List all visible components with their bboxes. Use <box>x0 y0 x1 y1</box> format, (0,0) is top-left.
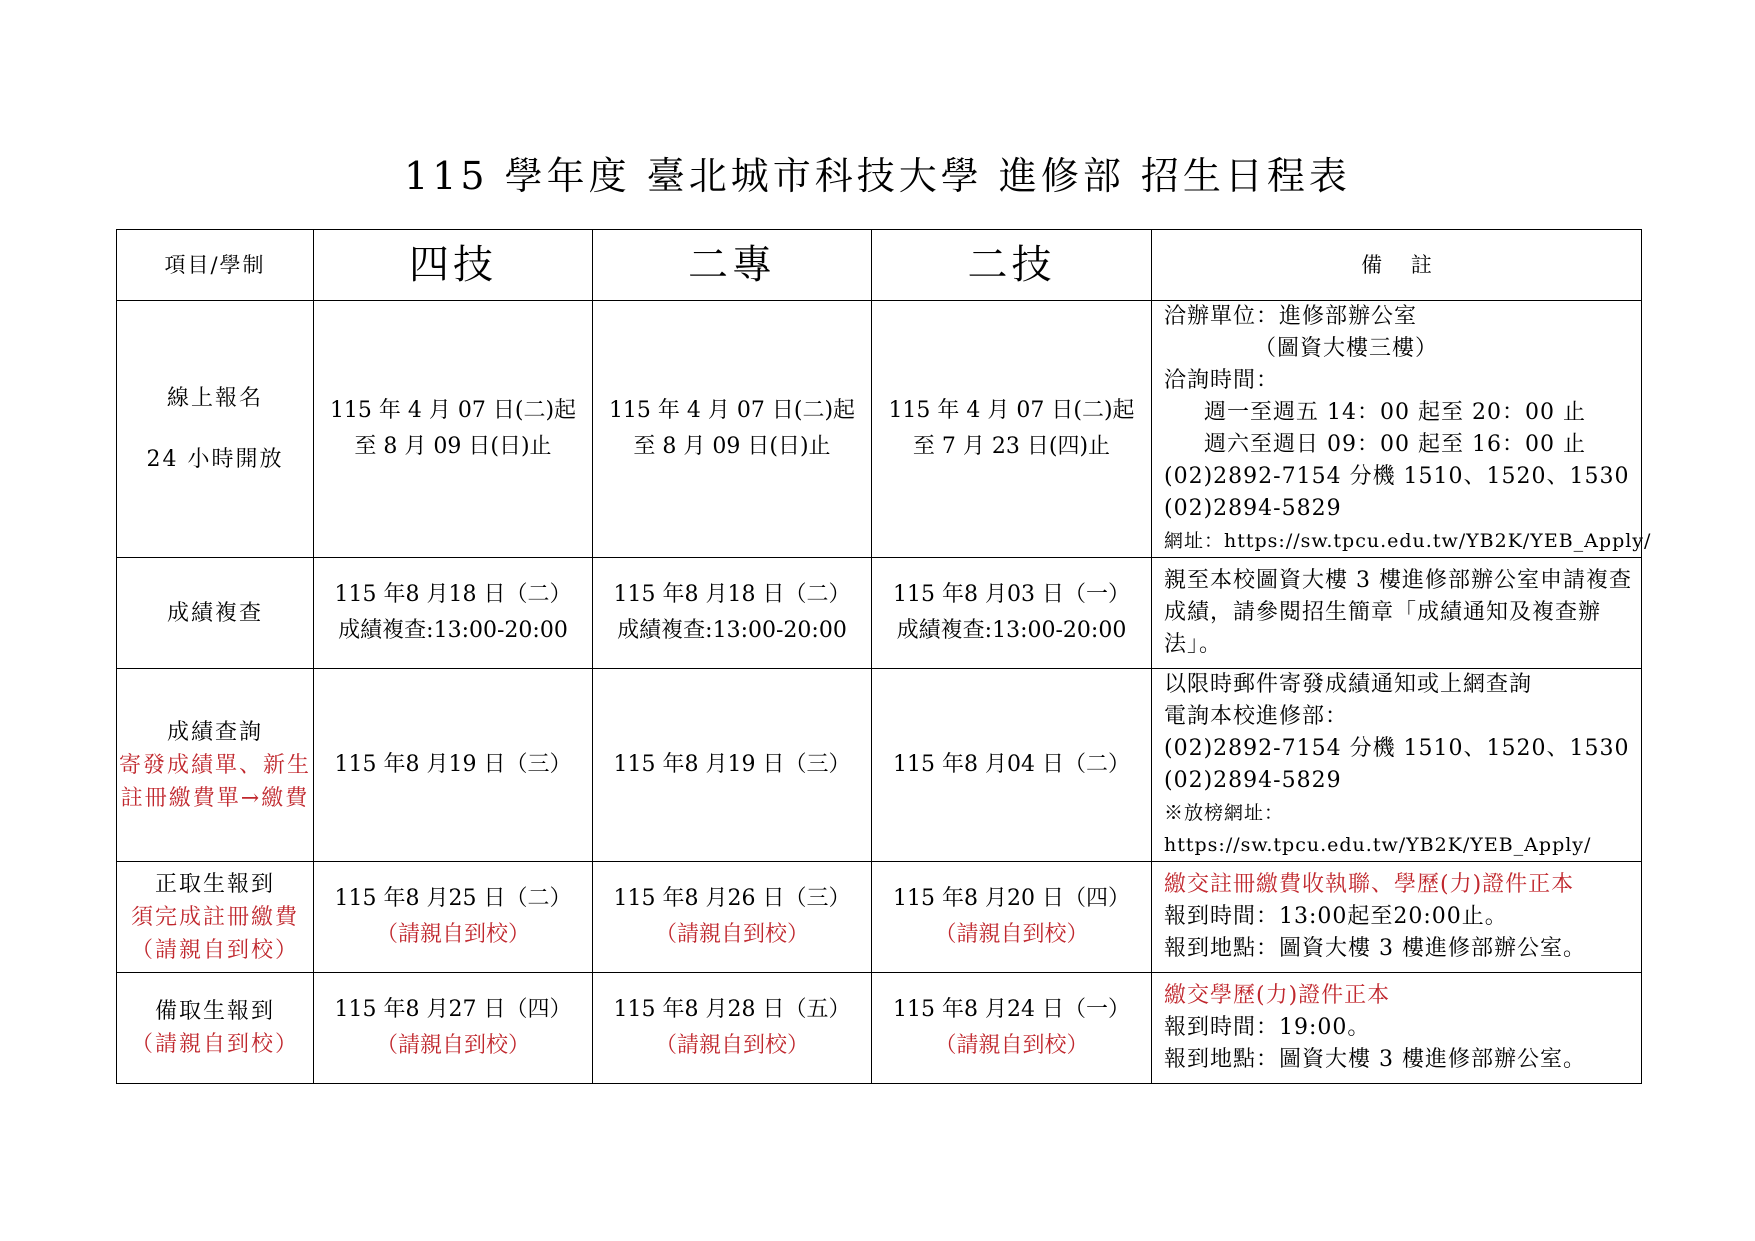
date-end: 至 8 月 09 日(日)止 <box>354 434 552 459</box>
date-two-year-college <box>593 862 872 973</box>
in-person-note: （請親自到校） <box>934 922 1089 947</box>
date: 115 年8 月20 日（四） <box>893 886 1130 911</box>
item-sub-label: 24 小時開放 <box>146 447 284 472</box>
remark-line: 報到時間：13:00起至20:00止。 <box>1164 904 1508 929</box>
item-highlight: （請親自到校） <box>130 1032 299 1057</box>
remark-line: （圖資大樓三樓） <box>1254 336 1439 361</box>
remark-score-query <box>1152 669 1642 862</box>
date-four-year: 115 年8 月19 日（三） <box>314 669 593 862</box>
header-two-year-tech: 二技 <box>872 230 1152 301</box>
date: 115 年8 月18 日（二） <box>613 582 851 607</box>
time: 成績複查:13:00-20:00 <box>338 618 568 643</box>
in-person-note: （請親自到校） <box>375 1033 530 1058</box>
remark-url[interactable]: 網址：https://sw.tpcu.edu.tw/YB2K/YEB_Apply/ <box>1164 530 1652 552</box>
date-start: 115 年 4 月 07 日(二)起 <box>888 398 1135 423</box>
remark-line: 週六至週日 09：00 起至 16：00 止 <box>1204 432 1586 457</box>
item-highlight: 須完成註冊繳費 <box>130 904 299 930</box>
table-row-online-registration <box>117 301 1642 558</box>
table-row-score-query <box>117 669 1642 862</box>
date: 115 年8 月24 日（一） <box>893 997 1130 1022</box>
remark-online-registration <box>1152 301 1652 558</box>
header-item: 項目/學制 <box>117 230 314 301</box>
item-label: 線上報名 <box>166 386 263 411</box>
item-label: 正取生報到 <box>154 871 275 897</box>
in-person-note: （請親自到校） <box>654 922 809 947</box>
remark-line: 電詢本校進修部： <box>1164 704 1349 729</box>
remark-line: 報到時間：19:00。 <box>1164 1015 1371 1040</box>
remark-score-review <box>1152 558 1642 669</box>
header-four-year: 四技 <box>314 230 593 301</box>
table-row-score-review <box>117 558 1642 669</box>
date-four-year <box>314 973 593 1084</box>
remark-text: 親至本校圖資大樓 3 樓進修部辦公室申請複查成績，請參閱招生簡章「成績通知及複查辦法」。 <box>1164 568 1632 657</box>
remark-line: 報到地點：圖資大樓 3 樓進修部辦公室。 <box>1164 1047 1586 1072</box>
date-two-year-college <box>593 973 872 1084</box>
date-start: 115 年 4 月 07 日(二)起 <box>329 398 577 423</box>
remark-line: 報到地點：圖資大樓 3 樓進修部辦公室。 <box>1164 936 1586 961</box>
remark-line: (02)2894-5829 <box>1164 496 1342 521</box>
time: 成績複查:13:00-20:00 <box>617 618 847 643</box>
remark-line: (02)2892-7154 分機 1510、1520、1530 <box>1164 464 1630 489</box>
header-two-year-college: 二專 <box>593 230 872 301</box>
item-highlight: （請親自到校） <box>130 937 299 963</box>
date-two-year-tech <box>872 862 1152 973</box>
table-row-regular-admission <box>117 862 1642 973</box>
remark-line: 以限時郵件寄發成績通知或上網查詢 <box>1164 672 1533 697</box>
item-regular-admission <box>117 862 314 973</box>
date: 115 年8 月03 日（一） <box>893 582 1130 607</box>
remark-line: 週一至週五 14：00 起至 20：00 止 <box>1204 400 1586 425</box>
item-label: 備取生報到 <box>154 999 275 1024</box>
item-score-query <box>117 669 314 862</box>
remark-url[interactable]: https://sw.tpcu.edu.tw/YB2K/YEB_Apply/ <box>1164 834 1592 856</box>
table-row-waitlist-admission <box>117 973 1642 1084</box>
remark-line: (02)2892-7154 分機 1510、1520、1530 <box>1164 736 1630 761</box>
remark-line: (02)2894-5829 <box>1164 768 1342 793</box>
date-two-year-college <box>593 558 872 669</box>
remark-line: 洽辦單位：進修部辦公室 <box>1164 304 1418 329</box>
date-two-year-tech <box>872 301 1152 558</box>
date-two-year-tech <box>872 558 1152 669</box>
date-two-year-tech: 115 年8 月04 日（二） <box>872 669 1152 862</box>
date: 115 年8 月25 日（二） <box>334 886 572 911</box>
in-person-note: （請親自到校） <box>375 922 530 947</box>
date-two-year-tech <box>872 973 1152 1084</box>
page-title: 115 學年度 臺北城市科技大學 進修部 招生日程表 <box>404 154 1351 198</box>
date: 115 年8 月18 日（二） <box>334 582 572 607</box>
date-two-year-college <box>593 301 872 558</box>
time: 成績複查:13:00-20:00 <box>896 618 1127 643</box>
schedule-table <box>116 229 1652 1084</box>
header-row <box>117 230 1642 301</box>
item-waitlist-admission <box>117 973 314 1084</box>
date-four-year <box>314 558 593 669</box>
header-note: 備 註 <box>1152 230 1642 301</box>
remark-regular-admission <box>1152 862 1642 973</box>
date: 115 年8 月27 日（四） <box>334 997 572 1022</box>
spacer <box>117 415 313 443</box>
date-end: 至 8 月 09 日(日)止 <box>633 434 831 459</box>
item-highlight: 寄發成績單、新生 <box>118 752 311 778</box>
remark-highlight: 繳交學歷(力)證件正本 <box>1164 983 1391 1008</box>
date-four-year <box>314 862 593 973</box>
remark-line: ※放榜網址： <box>1164 802 1285 824</box>
item-label: 成績查詢 <box>166 719 263 745</box>
remark-line: 洽詢時間： <box>1164 368 1280 393</box>
in-person-note: （請親自到校） <box>654 1033 809 1058</box>
remark-waitlist-admission <box>1152 973 1642 1084</box>
date-four-year <box>314 301 593 558</box>
item-online-registration <box>117 301 314 558</box>
item-highlight: 註冊繳費單→繳費 <box>120 785 310 811</box>
date: 115 年8 月26 日（三） <box>613 886 851 911</box>
date: 115 年8 月28 日（五） <box>613 997 851 1022</box>
item-score-review: 成績複查 <box>117 558 314 669</box>
date-two-year-college: 115 年8 月19 日（三） <box>593 669 872 862</box>
in-person-note: （請親自到校） <box>934 1033 1089 1058</box>
date-end: 至 7 月 23 日(四)止 <box>912 434 1111 459</box>
remark-highlight: 繳交註冊繳費收執聯、學歷(力)證件正本 <box>1164 872 1575 897</box>
date-start: 115 年 4 月 07 日(二)起 <box>608 398 856 423</box>
